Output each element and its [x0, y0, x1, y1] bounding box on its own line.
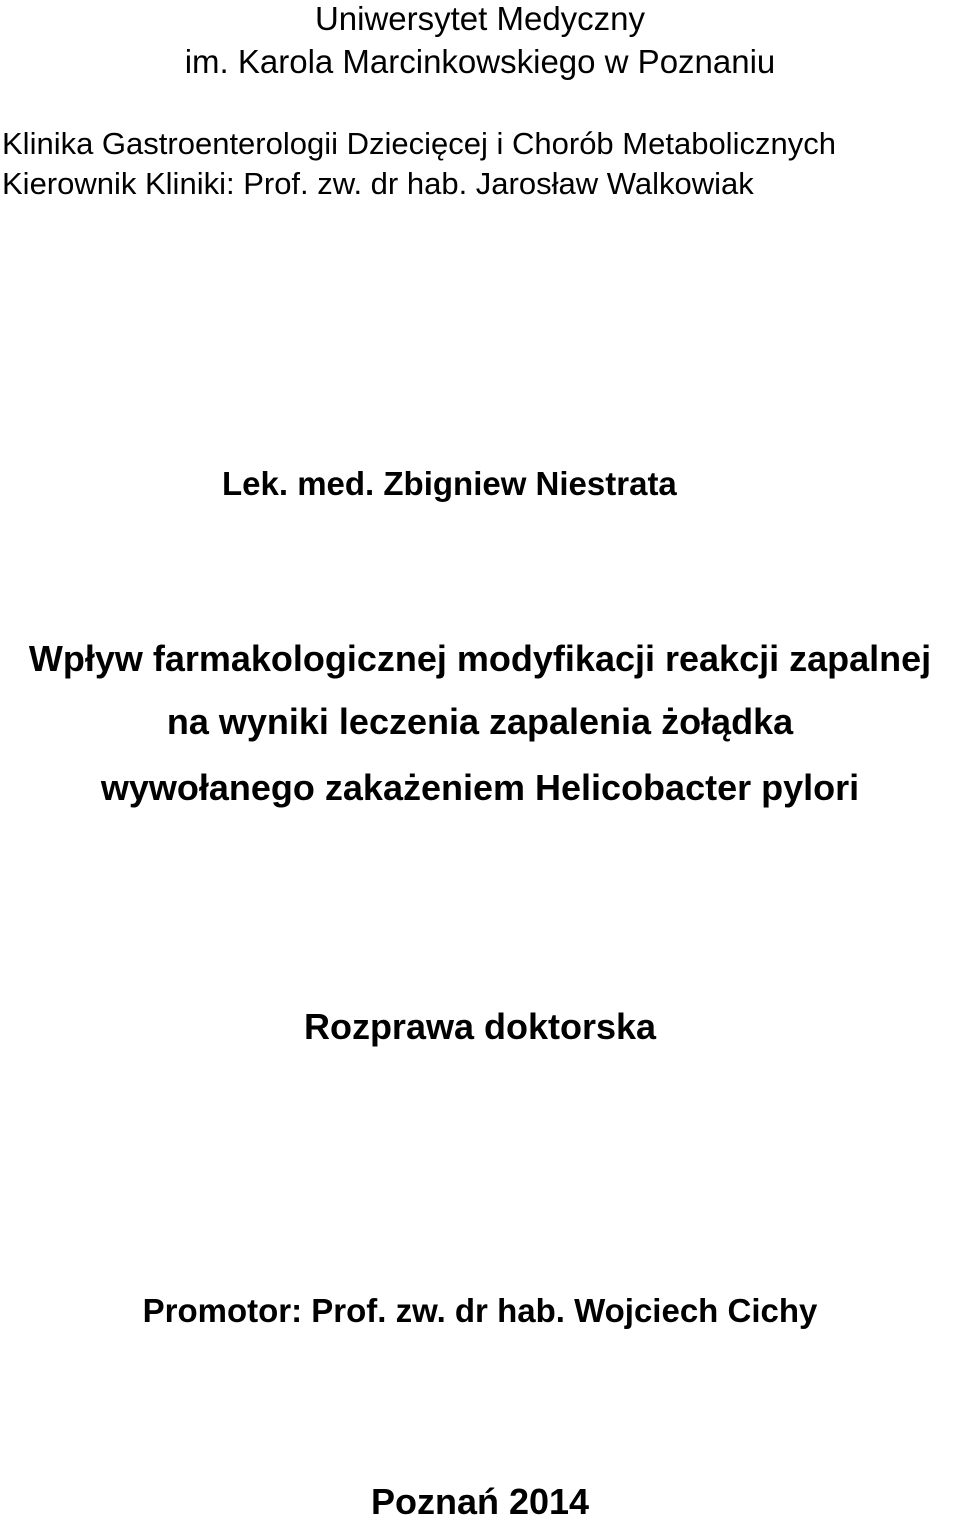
- document-type: Rozprawa doktorska: [303, 1006, 657, 1047]
- university-name-line1: Uniwersytet Medyczny: [314, 0, 646, 37]
- university-name-line2: im. Karola Marcinkowskiego w Poznaniu: [184, 43, 776, 80]
- head-of-clinic: Kierownik Kliniki: Prof. zw. dr hab. Jarosław Walkowiak: [2, 166, 754, 201]
- thesis-title-line1: Wpływ farmakologicznej modyfikacji reakcji zapalnej: [28, 638, 932, 679]
- thesis-title-line3: wywołanego zakażeniem Helicobacter pylori: [100, 767, 860, 808]
- clinic-name: Klinika Gastroenterologii Dziecięcej i Chorób Metabolicznych: [2, 126, 836, 161]
- author-name: Lek. med. Zbigniew Niestrata: [222, 465, 677, 502]
- thesis-title-line2: na wyniki leczenia zapalenia żołądka: [166, 701, 794, 742]
- supervisor: Promotor: Prof. zw. dr hab. Wojciech Cichy: [142, 1292, 818, 1329]
- place-and-year: Poznań 2014: [370, 1481, 590, 1522]
